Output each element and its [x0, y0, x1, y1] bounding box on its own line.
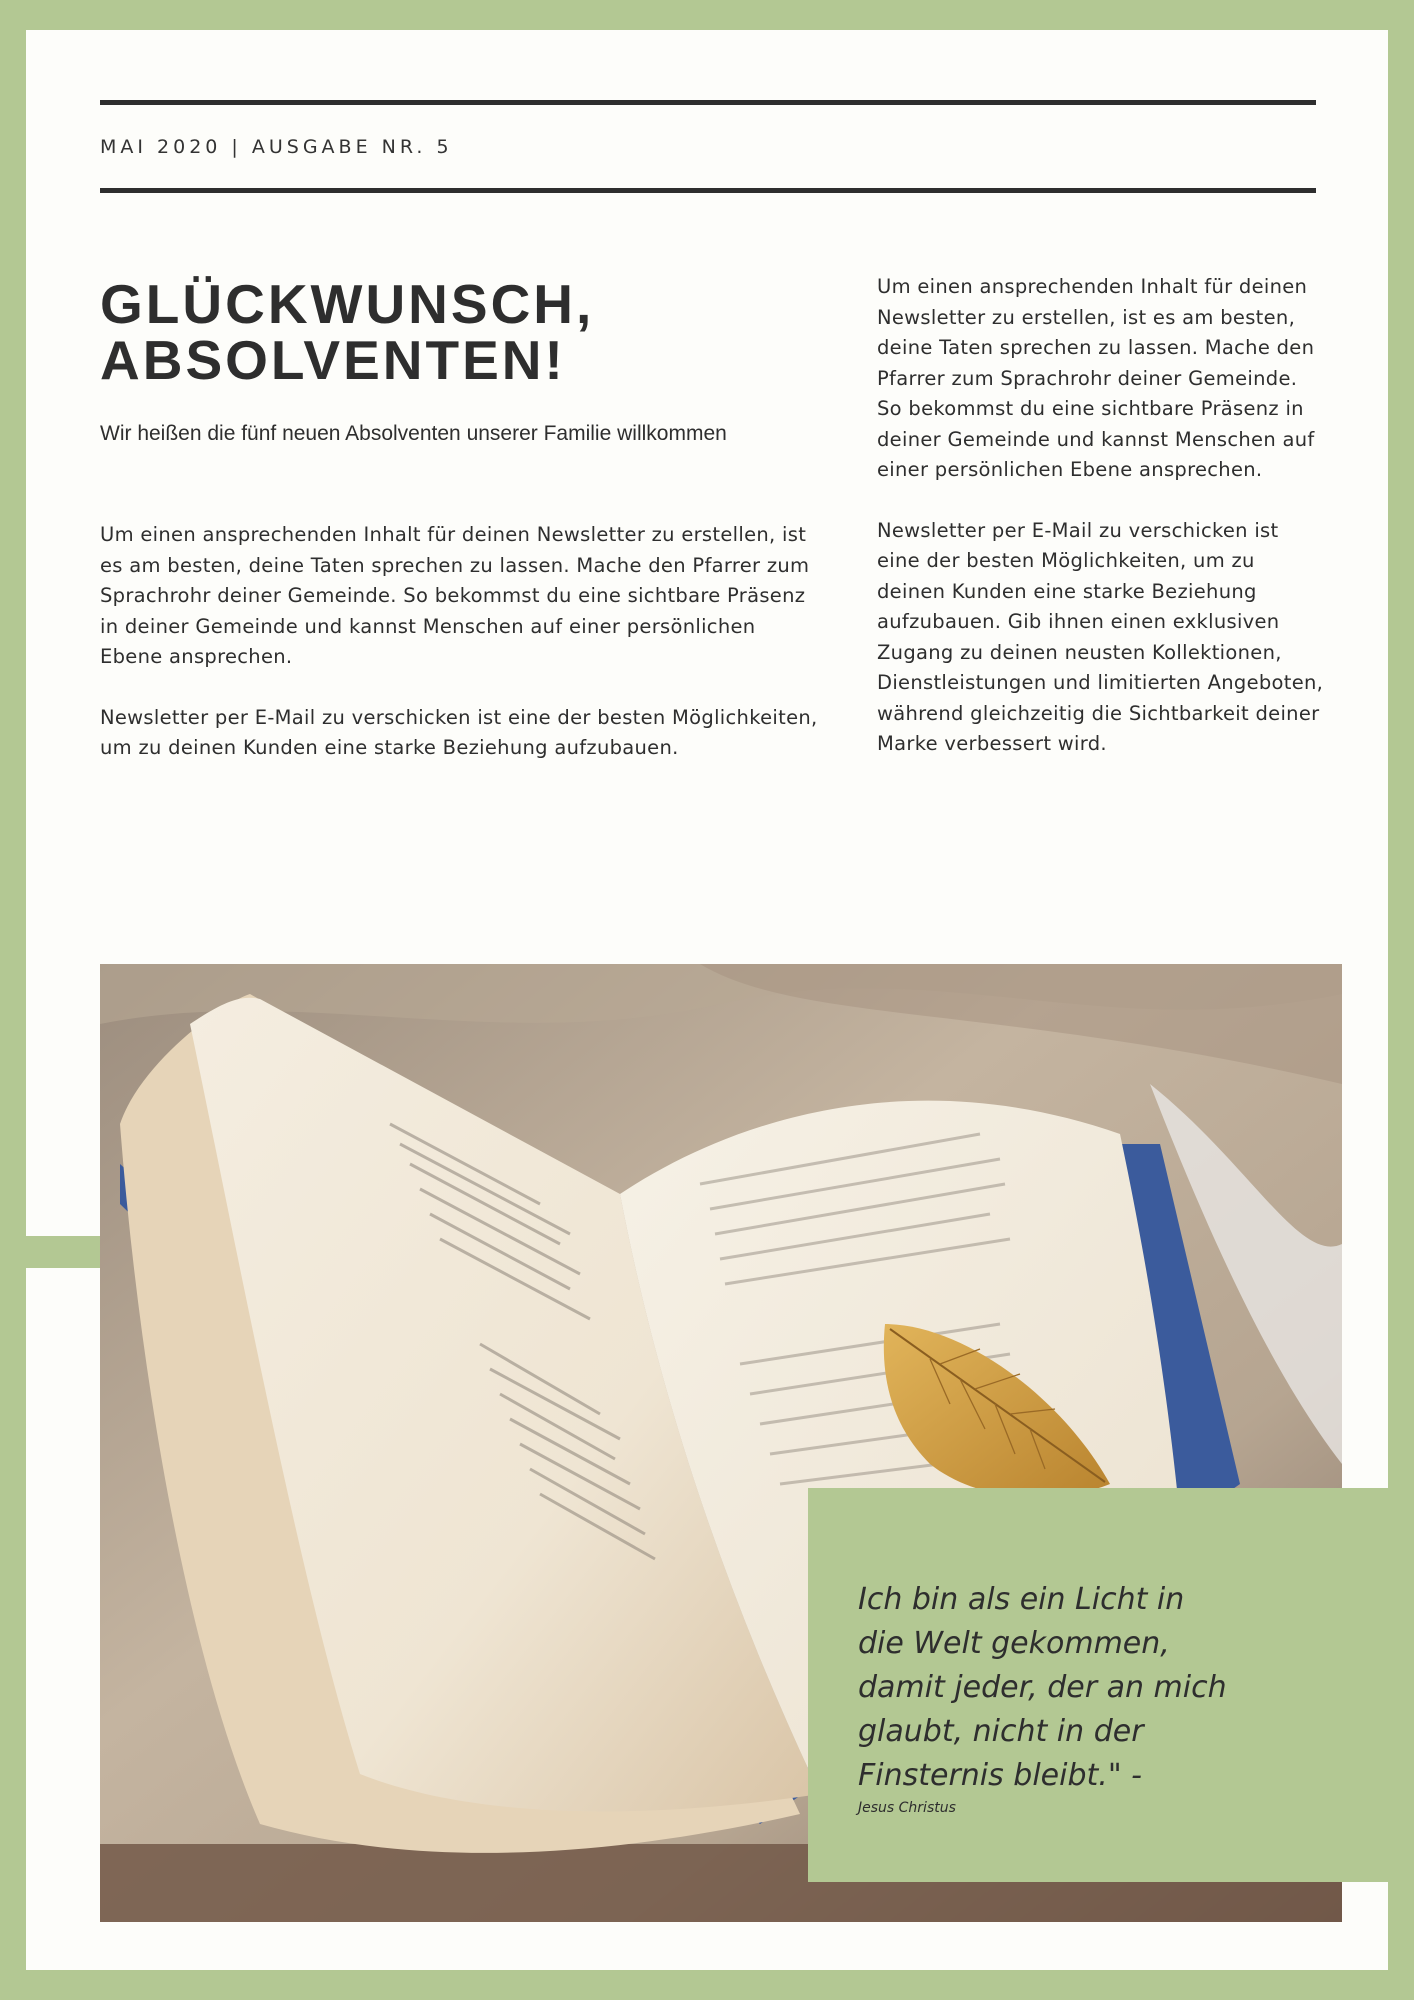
quote-text: Ich bin als ein Licht in die Welt gekommen, damit jeder, der an mich glaubt, nicht in der Finsternis bleibt." -: [858, 1582, 1227, 1793]
left-paragraph-1: Um einen ansprechenden Inhalt für deinen Newsletter zu erstellen, ist es am besten, deine Taten sprechen zu lassen. Mache den Pfarrer zum Sprachrohr deiner Gemeinde. So bekommst du eine sichtbare Präsenz in deiner Gemeinde und kannst Menschen auf einer persönlichen Ebene ansprechen.: [100, 523, 810, 668]
quote-author: Jesus Christus: [858, 1800, 956, 1816]
left-paragraph-2: Newsletter per E-Mail zu verschicken ist eine der besten Möglichkeiten, um zu deinen Kunden eine starke Beziehung aufzubauen.: [100, 705, 818, 759]
subheadline: Wir heißen die fünf neuen Absolventen unserer Familie willkommen: [100, 422, 727, 445]
left-column: [100, 520, 820, 794]
quote-box: [808, 1488, 1388, 1882]
right-paragraph-2: Newsletter per E-Mail zu verschicken ist eine der besten Möglichkeiten, um zu deinen Kunden eine starke Beziehung aufzubauen. Gib ihnen einen exklusiven Zugang zu deinen neusten Kollektionen, Dienstleistungen und limitierten Angeboten, während gleichzeitig die Sichtbarkeit deiner Marke verbessert wird.: [877, 518, 1324, 755]
issue-line: MAI 2020 | AUSGABE NR. 5: [100, 136, 453, 158]
headline-line-1: GLÜCKWUNSCH,: [100, 273, 595, 335]
header-rule-top: [100, 100, 1316, 105]
headline: [100, 273, 820, 391]
frame-notch: [26, 1236, 102, 1268]
headline-line-2: ABSOLVENTEN!: [100, 329, 566, 391]
header-rule-bottom: [100, 188, 1316, 193]
right-paragraph-1: Um einen ansprechenden Inhalt für deinen Newsletter zu erstellen, ist es am besten, deine Taten sprechen zu lassen. Mache den Pfarrer zum Sprachrohr deiner Gemeinde. So bekommst du eine sichtbare Präsenz in deiner Gemeinde und kannst Menschen auf einer persönlichen Ebene ansprechen.: [877, 275, 1315, 481]
right-column: [877, 272, 1327, 790]
